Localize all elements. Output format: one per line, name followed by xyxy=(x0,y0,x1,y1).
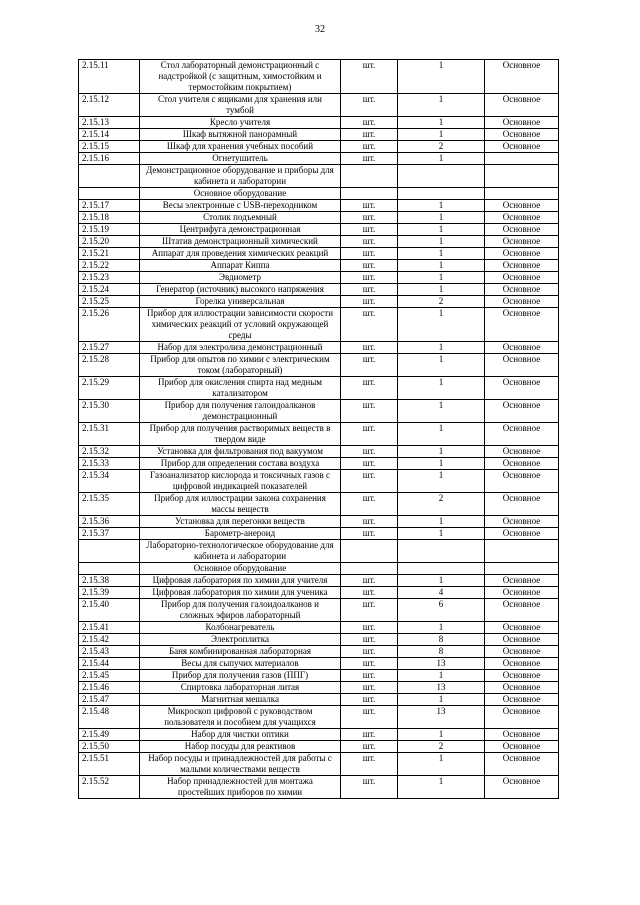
item-quantity: 2 xyxy=(398,493,485,516)
item-unit: шт. xyxy=(341,528,398,540)
item-number: 2.15.36 xyxy=(79,516,140,528)
item-name: Магнитная мешалка xyxy=(140,694,341,706)
item-name: Цифровая лаборатория по химии для ученика xyxy=(140,587,341,599)
item-name: Аппарат для проведения химических реакций xyxy=(140,248,341,260)
item-quantity: 1 xyxy=(398,354,485,377)
table-row xyxy=(79,694,559,706)
item-category: Основное xyxy=(485,516,559,528)
item-quantity: 8 xyxy=(398,634,485,646)
item-category: Основное xyxy=(485,248,559,260)
item-category: Основное xyxy=(485,729,559,741)
item-unit: шт. xyxy=(341,272,398,284)
item-number: 2.15.41 xyxy=(79,622,140,634)
item-name: Набор принадлежностей для монтажа простейших приборов по химии xyxy=(140,776,341,799)
table-row xyxy=(79,94,559,117)
item-name: Стол лабораторный демонстрационный с надстройкой (с защитным, химостойким и термостойким покрытием) xyxy=(140,60,341,94)
table-row xyxy=(79,528,559,540)
item-number: 2.15.33 xyxy=(79,458,140,470)
item-quantity: 6 xyxy=(398,599,485,622)
item-quantity: 1 xyxy=(398,622,485,634)
table-row xyxy=(79,516,559,528)
item-number: 2.15.47 xyxy=(79,694,140,706)
item-number: 2.15.27 xyxy=(79,342,140,354)
table-row xyxy=(79,60,559,94)
item-unit: шт. xyxy=(341,423,398,446)
item-name: Набор для чистки оптики xyxy=(140,729,341,741)
item-name: Прибор для иллюстрации зависимости скорости химических реакций от условий окружающей среды xyxy=(140,308,341,342)
item-name: Набор посуды для реактивов xyxy=(140,741,341,753)
item-quantity: 1 xyxy=(398,129,485,141)
item-unit: шт. xyxy=(341,308,398,342)
item-number: 2.15.12 xyxy=(79,94,140,117)
item-name: Установка для перегонки веществ xyxy=(140,516,341,528)
item-name: Микроскоп цифровой с руководством пользователя и пособием для учащихся xyxy=(140,706,341,729)
item-name: Набор для электролиза демонстрационный xyxy=(140,342,341,354)
item-number: 2.15.28 xyxy=(79,354,140,377)
table-row xyxy=(79,308,559,342)
table-row xyxy=(79,117,559,129)
table-row xyxy=(79,260,559,272)
item-category: Основное xyxy=(485,622,559,634)
item-number: 2.15.38 xyxy=(79,575,140,587)
item-category: Основное xyxy=(485,658,559,670)
section-qty-cell xyxy=(398,563,485,575)
item-category: Основное xyxy=(485,694,559,706)
item-unit: шт. xyxy=(341,706,398,729)
section-title: Лабораторно-технологическое оборудование для кабинета и лаборатории xyxy=(140,540,341,563)
table-row xyxy=(79,296,559,308)
section-unit-cell xyxy=(341,540,398,563)
table-row xyxy=(79,682,559,694)
table-row xyxy=(79,377,559,400)
item-quantity: 1 xyxy=(398,224,485,236)
item-quantity: 1 xyxy=(398,117,485,129)
item-category: Основное xyxy=(485,224,559,236)
section-type-cell xyxy=(485,540,559,563)
item-quantity: 1 xyxy=(398,575,485,587)
item-name: Весы электронные с USB-переходником xyxy=(140,200,341,212)
item-number: 2.15.52 xyxy=(79,776,140,799)
item-unit: шт. xyxy=(341,776,398,799)
item-number: 2.15.22 xyxy=(79,260,140,272)
item-category: Основное xyxy=(485,741,559,753)
item-quantity: 1 xyxy=(398,423,485,446)
item-unit: шт. xyxy=(341,94,398,117)
item-unit: шт. xyxy=(341,622,398,634)
item-quantity: 1 xyxy=(398,236,485,248)
item-category: Основное xyxy=(485,129,559,141)
item-category: Основное xyxy=(485,342,559,354)
item-unit: шт. xyxy=(341,284,398,296)
item-unit: шт. xyxy=(341,575,398,587)
item-quantity: 1 xyxy=(398,753,485,776)
table-row xyxy=(79,248,559,260)
item-name: Столик подъемный xyxy=(140,212,341,224)
item-unit: шт. xyxy=(341,599,398,622)
item-number: 2.15.26 xyxy=(79,308,140,342)
table-row xyxy=(79,622,559,634)
item-number: 2.15.49 xyxy=(79,729,140,741)
item-number: 2.15.45 xyxy=(79,670,140,682)
item-unit: шт. xyxy=(341,129,398,141)
table-row xyxy=(79,272,559,284)
item-category: Основное xyxy=(485,272,559,284)
section-unit-cell xyxy=(341,188,398,200)
item-name: Центрифуга демонстрационная xyxy=(140,224,341,236)
item-unit: шт. xyxy=(341,153,398,165)
item-category: Основное xyxy=(485,528,559,540)
item-number: 2.15.25 xyxy=(79,296,140,308)
item-name: Газоанализатор кислорода и токсичных газов с цифровой индикацией показателей xyxy=(140,470,341,493)
item-name: Баня комбинированная лабораторная xyxy=(140,646,341,658)
item-number: 2.15.23 xyxy=(79,272,140,284)
item-quantity: 13 xyxy=(398,658,485,670)
item-category: Основное xyxy=(485,296,559,308)
section-title: Основное оборудование xyxy=(140,563,341,575)
item-quantity: 4 xyxy=(398,587,485,599)
item-number: 2.15.16 xyxy=(79,153,140,165)
item-category: Основное xyxy=(485,200,559,212)
item-quantity: 1 xyxy=(398,212,485,224)
table-row xyxy=(79,706,559,729)
item-number: 2.15.17 xyxy=(79,200,140,212)
item-quantity: 8 xyxy=(398,646,485,658)
item-category: Основное xyxy=(485,400,559,423)
item-name: Прибор для получения галоидоалканов демонстрационный xyxy=(140,400,341,423)
item-number: 2.15.43 xyxy=(79,646,140,658)
item-quantity: 1 xyxy=(398,516,485,528)
item-name: Горелка универсальная xyxy=(140,296,341,308)
section-row xyxy=(79,188,559,200)
section-qty-cell xyxy=(398,188,485,200)
table-row xyxy=(79,634,559,646)
item-quantity: 1 xyxy=(398,670,485,682)
item-quantity: 1 xyxy=(398,260,485,272)
item-category: Основное xyxy=(485,493,559,516)
item-name: Установка для фильтрования под вакуумом xyxy=(140,446,341,458)
item-name: Прибор для получения растворимых веществ в твердом виде xyxy=(140,423,341,446)
section-type-cell xyxy=(485,563,559,575)
table-row xyxy=(79,446,559,458)
item-name: Стол учителя с ящиками для хранения или тумбой xyxy=(140,94,341,117)
item-category: Основное xyxy=(485,587,559,599)
item-category: Основное xyxy=(485,377,559,400)
item-category: Основное xyxy=(485,141,559,153)
item-category: Основное xyxy=(485,354,559,377)
item-unit: шт. xyxy=(341,741,398,753)
table-row xyxy=(79,224,559,236)
item-unit: шт. xyxy=(341,141,398,153)
section-number-cell xyxy=(79,563,140,575)
table-row xyxy=(79,587,559,599)
item-quantity: 13 xyxy=(398,682,485,694)
item-unit: шт. xyxy=(341,260,398,272)
item-name: Прибор для определения состава воздуха xyxy=(140,458,341,470)
section-qty-cell xyxy=(398,540,485,563)
item-number: 2.15.42 xyxy=(79,634,140,646)
item-number: 2.15.51 xyxy=(79,753,140,776)
item-unit: шт. xyxy=(341,400,398,423)
table-row xyxy=(79,458,559,470)
item-number: 2.15.29 xyxy=(79,377,140,400)
item-number: 2.15.11 xyxy=(79,60,140,94)
item-number: 2.15.44 xyxy=(79,658,140,670)
item-name: Набор посуды и принадлежностей для работы с малыми количествами веществ xyxy=(140,753,341,776)
item-unit: шт. xyxy=(341,60,398,94)
item-number: 2.15.20 xyxy=(79,236,140,248)
item-unit: шт. xyxy=(341,354,398,377)
item-name: Электроплитка xyxy=(140,634,341,646)
section-unit-cell xyxy=(341,165,398,188)
item-number: 2.15.48 xyxy=(79,706,140,729)
item-quantity: 1 xyxy=(398,248,485,260)
table-row xyxy=(79,342,559,354)
item-quantity: 1 xyxy=(398,729,485,741)
item-unit: шт. xyxy=(341,224,398,236)
table-row xyxy=(79,354,559,377)
table-row xyxy=(79,200,559,212)
table-row xyxy=(79,599,559,622)
item-category: Основное xyxy=(485,646,559,658)
item-name: Спиртовка лабораторная литая xyxy=(140,682,341,694)
item-name: Шкаф вытяжной панорамный xyxy=(140,129,341,141)
item-quantity: 2 xyxy=(398,296,485,308)
equipment-table-body xyxy=(79,60,559,799)
table-row xyxy=(79,423,559,446)
item-unit: шт. xyxy=(341,658,398,670)
item-category: Основное xyxy=(485,682,559,694)
item-category: Основное xyxy=(485,236,559,248)
item-name: Прибор для получения галоидоалканов и сложных эфиров лабораторный xyxy=(140,599,341,622)
section-type-cell xyxy=(485,188,559,200)
section-qty-cell xyxy=(398,165,485,188)
item-number: 2.15.14 xyxy=(79,129,140,141)
item-category: Основное xyxy=(485,117,559,129)
item-unit: шт. xyxy=(341,729,398,741)
table-row xyxy=(79,753,559,776)
item-number: 2.15.39 xyxy=(79,587,140,599)
item-number: 2.15.15 xyxy=(79,141,140,153)
section-row xyxy=(79,165,559,188)
item-category: Основное xyxy=(485,670,559,682)
item-name: Шкаф для хранения учебных пособий xyxy=(140,141,341,153)
section-type-cell xyxy=(485,165,559,188)
item-category: Основное xyxy=(485,599,559,622)
item-name: Огнетушитель xyxy=(140,153,341,165)
item-unit: шт. xyxy=(341,587,398,599)
item-unit: шт. xyxy=(341,470,398,493)
item-quantity: 1 xyxy=(398,446,485,458)
item-number: 2.15.18 xyxy=(79,212,140,224)
item-name: Колбонагреватель xyxy=(140,622,341,634)
item-category: Основное xyxy=(485,423,559,446)
item-unit: шт. xyxy=(341,634,398,646)
item-quantity: 1 xyxy=(398,458,485,470)
item-quantity: 1 xyxy=(398,272,485,284)
table-row xyxy=(79,670,559,682)
item-category: Основное xyxy=(485,753,559,776)
table-row xyxy=(79,729,559,741)
item-name: Цифровая лаборатория по химии для учителя xyxy=(140,575,341,587)
item-unit: шт. xyxy=(341,212,398,224)
item-quantity: 1 xyxy=(398,377,485,400)
item-quantity: 1 xyxy=(398,400,485,423)
item-unit: шт. xyxy=(341,753,398,776)
equipment-table xyxy=(78,59,559,799)
item-quantity: 2 xyxy=(398,741,485,753)
item-number: 2.15.37 xyxy=(79,528,140,540)
item-quantity: 1 xyxy=(398,200,485,212)
page-number: 32 xyxy=(315,24,325,35)
item-name: Эвдиометр xyxy=(140,272,341,284)
item-quantity: 1 xyxy=(398,94,485,117)
section-row xyxy=(79,540,559,563)
section-title: Основное оборудование xyxy=(140,188,341,200)
item-unit: шт. xyxy=(341,493,398,516)
table-row xyxy=(79,646,559,658)
section-unit-cell xyxy=(341,563,398,575)
item-name: Генератор (источник) высокого напряжения xyxy=(140,284,341,296)
item-unit: шт. xyxy=(341,670,398,682)
item-unit: шт. xyxy=(341,236,398,248)
item-quantity: 1 xyxy=(398,308,485,342)
section-number-cell xyxy=(79,165,140,188)
item-quantity: 1 xyxy=(398,776,485,799)
section-title: Демонстрационное оборудование и приборы для кабинета и лаборатории xyxy=(140,165,341,188)
item-number: 2.15.34 xyxy=(79,470,140,493)
item-name: Кресло учителя xyxy=(140,117,341,129)
item-unit: шт. xyxy=(341,646,398,658)
item-unit: шт. xyxy=(341,458,398,470)
item-quantity: 1 xyxy=(398,60,485,94)
item-number: 2.15.32 xyxy=(79,446,140,458)
section-number-cell xyxy=(79,540,140,563)
item-unit: шт. xyxy=(341,248,398,260)
table-row xyxy=(79,658,559,670)
item-number: 2.15.24 xyxy=(79,284,140,296)
item-category: Основное xyxy=(485,308,559,342)
table-row xyxy=(79,741,559,753)
item-name: Штатив демонстрационный химический xyxy=(140,236,341,248)
table-row xyxy=(79,212,559,224)
item-quantity: 2 xyxy=(398,141,485,153)
item-number: 2.15.50 xyxy=(79,741,140,753)
item-unit: шт. xyxy=(341,117,398,129)
table-row xyxy=(79,575,559,587)
item-unit: шт. xyxy=(341,200,398,212)
item-quantity: 1 xyxy=(398,470,485,493)
table-row xyxy=(79,141,559,153)
item-category: Основное xyxy=(485,60,559,94)
item-unit: шт. xyxy=(341,296,398,308)
item-unit: шт. xyxy=(341,694,398,706)
item-category: Основное xyxy=(485,458,559,470)
item-category: Основное xyxy=(485,634,559,646)
item-quantity: 13 xyxy=(398,706,485,729)
item-number: 2.15.46 xyxy=(79,682,140,694)
item-number: 2.15.30 xyxy=(79,400,140,423)
item-category: Основное xyxy=(485,94,559,117)
item-category: Основное xyxy=(485,446,559,458)
item-name: Прибор для получения газов (ППГ) xyxy=(140,670,341,682)
table-row xyxy=(79,776,559,799)
item-category xyxy=(485,153,559,165)
section-row xyxy=(79,563,559,575)
section-number-cell xyxy=(79,188,140,200)
item-name: Барометр-анероид xyxy=(140,528,341,540)
item-quantity: 1 xyxy=(398,528,485,540)
item-quantity: 1 xyxy=(398,342,485,354)
item-number: 2.15.40 xyxy=(79,599,140,622)
item-category: Основное xyxy=(485,212,559,224)
item-name: Прибор для окисления спирта над медным катализатором xyxy=(140,377,341,400)
item-category: Основное xyxy=(485,470,559,493)
item-quantity: 1 xyxy=(398,694,485,706)
item-unit: шт. xyxy=(341,446,398,458)
item-name: Прибор для иллюстрации закона сохранения массы веществ xyxy=(140,493,341,516)
item-unit: шт. xyxy=(341,682,398,694)
table-row xyxy=(79,153,559,165)
item-name: Весы для сыпучих материалов xyxy=(140,658,341,670)
item-name: Прибор для опытов по химии с электрическим током (лабораторный) xyxy=(140,354,341,377)
item-unit: шт. xyxy=(341,342,398,354)
item-number: 2.15.19 xyxy=(79,224,140,236)
table-row xyxy=(79,284,559,296)
table-row xyxy=(79,493,559,516)
item-category: Основное xyxy=(485,575,559,587)
item-quantity: 1 xyxy=(398,284,485,296)
item-number: 2.15.31 xyxy=(79,423,140,446)
item-number: 2.15.21 xyxy=(79,248,140,260)
item-category: Основное xyxy=(485,776,559,799)
item-unit: шт. xyxy=(341,377,398,400)
item-category: Основное xyxy=(485,284,559,296)
item-category: Основное xyxy=(485,260,559,272)
item-unit: шт. xyxy=(341,516,398,528)
item-number: 2.15.35 xyxy=(79,493,140,516)
item-category: Основное xyxy=(485,706,559,729)
item-number: 2.15.13 xyxy=(79,117,140,129)
table-row xyxy=(79,236,559,248)
table-row xyxy=(79,400,559,423)
item-name: Аппарат Киппа xyxy=(140,260,341,272)
item-quantity: 1 xyxy=(398,153,485,165)
table-row xyxy=(79,129,559,141)
table-row xyxy=(79,470,559,493)
